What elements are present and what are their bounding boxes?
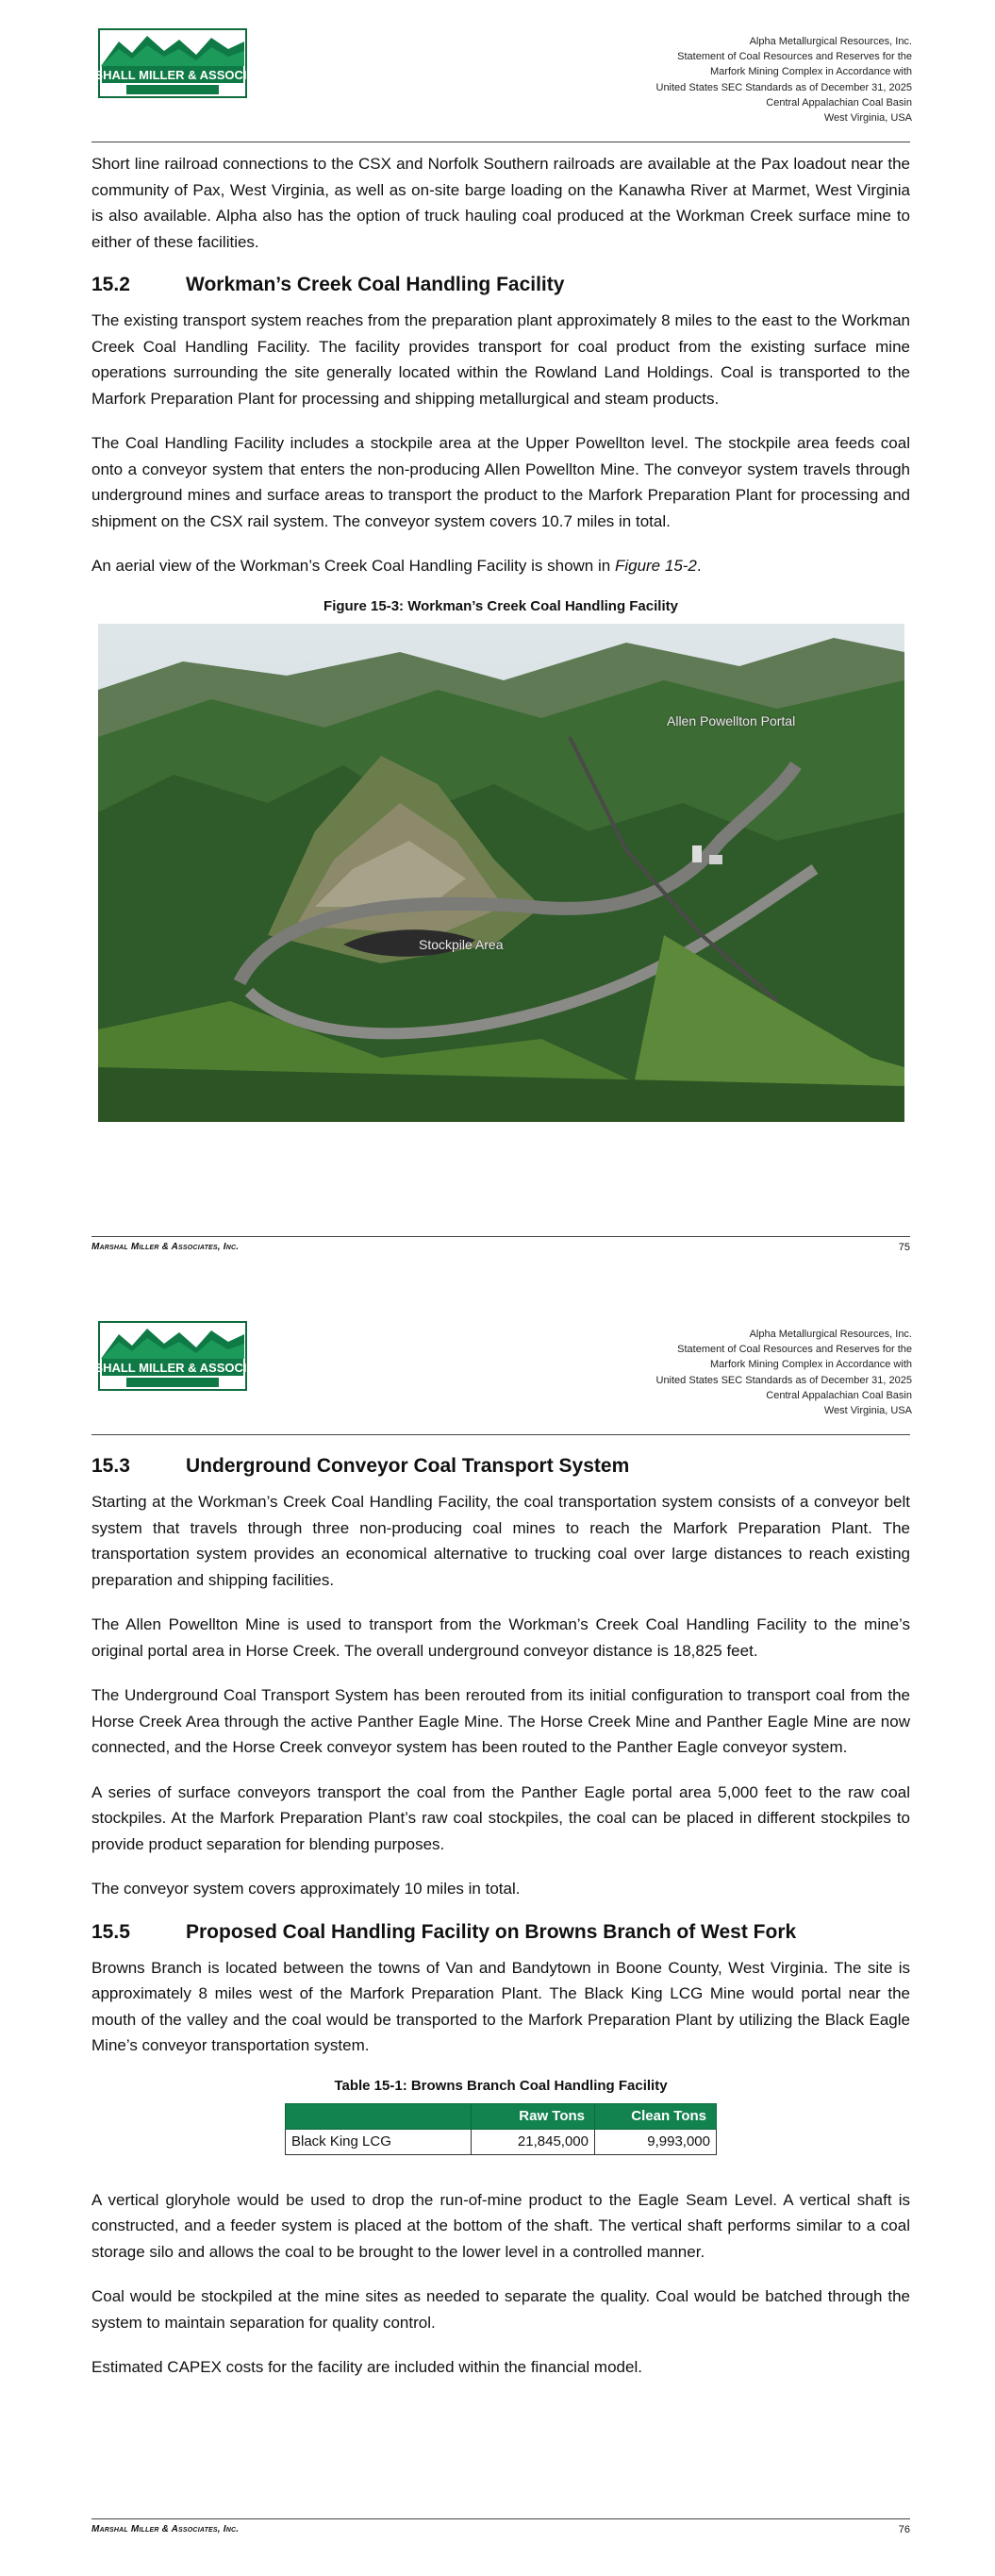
page-75-body [91, 151, 910, 1122]
table-cell-raw-tons: 21,845,000 [472, 2129, 595, 2154]
column-header [286, 2103, 472, 2129]
paragraph: A vertical gloryhole would be used to drop the run-of-mine product to the Eagle Seam Level. A vertical shaft is constructed, and a feeder system is placed at the bottom of the shaft. The vertical shaft performs similar to a coal storage silo and allows the coal to be brought to the lower level in a controlled manner. [91, 2190, 910, 2261]
header-line: Alpha Metallurgical Resources, Inc. [749, 36, 912, 47]
section-title: Proposed Coal Handling Facility on Browns Branch of West Fork [186, 1920, 797, 1943]
section-title: Workman’s Creek Coal Handling Facility [186, 274, 565, 295]
text: . [696, 557, 702, 575]
company-logo [66, 28, 279, 98]
section-number: 15.2 [91, 274, 130, 295]
paragraph: The conveyor system covers approximately 10 miles in total. [91, 1880, 521, 1898]
page-number: 76 [898, 2524, 910, 2535]
table-cell-name: Black King LCG [286, 2129, 472, 2154]
logo-text: MARSHALL MILLER & ASSOCIATES [66, 1361, 279, 1375]
table-row [286, 2129, 717, 2154]
header-line: United States SEC Standards as of December 31, 2025 [655, 1374, 912, 1386]
header-line: Central Appalachian Coal Basin [766, 1389, 912, 1401]
footer-divider [91, 1236, 910, 1237]
page-76-body [91, 1449, 910, 2400]
photo-label-stockpile: Stockpile Area [419, 936, 504, 952]
company-logo [66, 1321, 279, 1391]
table-header-row [286, 2103, 717, 2129]
aerial-photo-coal-facility [98, 624, 904, 1122]
section-number: 15.3 [91, 1455, 130, 1477]
logo-text: MARSHALL MILLER & ASSOCIATES [66, 68, 279, 82]
paragraph: The Coal Handling Facility includes a stockpile area at the Upper Powellton level. The stockpile area feeds coal onto a conveyor system that enters the non-producing Allen Powellton Mine. The conveyor system travels through underground mines and surface areas to transport the product to the Marfork Preparation Plant for processing and shipment on the CSX rail system. The conveyor system covers 10.7 miles in total. [91, 434, 910, 530]
paragraph: Browns Branch is located between the towns of Van and Bandytown in Boone County, West Virginia. The site is approximately 8 miles west of the Marfork Preparation Plant. The Black King LCG Mine would portal near the mouth of the valley and the coal would be transported to the Marfork Preparation Plant by utilizing the Black Eagle Mine’s conveyor transportation system. [91, 1958, 910, 2054]
browns-branch-table [285, 2103, 717, 2155]
report-header [656, 1327, 913, 1418]
table-cell-clean-tons: 9,993,000 [595, 2129, 717, 2154]
header-line: United States SEC Standards as of December 31, 2025 [655, 81, 912, 93]
page-76 [0, 1293, 995, 2576]
header-line: West Virginia, USA [823, 112, 912, 125]
header-divider [91, 1434, 910, 1435]
section-title: Underground Conveyor Coal Transport System [186, 1455, 630, 1477]
footer-company: Marshal Miller & Associates, Inc. [91, 1242, 240, 1252]
photo-label-portal: Allen Powellton Portal [667, 712, 796, 728]
table-container [91, 2103, 910, 2155]
intro-paragraph: Short line railroad connections to the CSX and Norfolk Southern railroads are available at the Pax loadout near the community of Pax, West Virginia, as well as on-site barge loading on the Kanawha River at Marmet, West Virginia is also available. Alpha also has the option of truck hauling coal produced at the Workman Creek surface mine to either of these facilities. [91, 155, 910, 251]
table-caption: Table 15-1: Browns Branch Coal Handling Facility [334, 2077, 668, 2094]
header-line: Statement of Coal Resources and Reserves for the [677, 51, 912, 63]
paragraph: A series of surface conveyors transport the coal from the Panther Eagle portal area 5,000 feet to the raw coal stockpiles. At the Marfork Preparation Plant’s raw coal stockpiles, the coal can be placed in different stockpiles to provide product separation for blending purposes. [91, 1782, 910, 1853]
paragraph: Starting at the Workman’s Creek Coal Handling Facility, the coal transportation system consists of a conveyor belt system that travels through three non-producing coal mines to reach the Marfork Preparation Plant. The transportation system provides an economical alternative to trucking coal over large distances to reach existing preparation and shipping facilities. [91, 1493, 910, 1589]
section-heading-15-2 [91, 274, 910, 296]
header-line: Alpha Metallurgical Resources, Inc. [749, 1329, 912, 1340]
header-line: Marfork Mining Complex in Accordance with [710, 1359, 912, 1371]
section-heading-15-3 [91, 1455, 910, 1478]
footer-company: Marshal Miller & Associates, Inc. [91, 2524, 240, 2534]
footer-divider [91, 2518, 910, 2519]
paragraph: The Allen Powellton Mine is used to transport from the Workman’s Creek Coal Handling Facility to the mine’s original portal area in Horse Creek. The overall underground conveyor distance is 18,825 feet. [91, 1615, 910, 1660]
column-header-clean-tons: Clean Tons [595, 2103, 717, 2129]
paragraph: The existing transport system reaches from the preparation plant approximately 8 miles to the east to the Workman Creek Coal Handling Facility. The facility provides transport for coal product from the existing surface mine operations surrounding the site generally located within the Rowland Land Holdings. Coal is transported to the Marfork Preparation Plant for processing and shipping metallurgical and steam products. [91, 311, 910, 408]
header-line: Central Appalachian Coal Basin [766, 96, 912, 109]
header-line: Statement of Coal Resources and Reserves for the [677, 1344, 912, 1356]
section-number: 15.5 [91, 1920, 130, 1943]
figure-reference: Figure 15-2 [614, 557, 697, 575]
paragraph: Coal would be stockpiled at the mine sites as needed to separate the quality. Coal would be batched through the system to maintain separation for quality control. [91, 2287, 910, 2332]
paragraph: Estimated CAPEX costs for the facility are included within the financial model. [91, 2358, 642, 2376]
figure-reference-paragraph [91, 553, 910, 579]
figure-caption: Figure 15-3: Workman’s Creek Coal Handling Facility [323, 597, 678, 614]
header-line: West Virginia, USA [823, 1405, 912, 1417]
text: An aerial view of the Workman’s Creek Coal Handling Facility is shown in [91, 557, 615, 575]
report-header [656, 34, 913, 125]
section-heading-15-5 [91, 1921, 910, 1944]
paragraph: The Underground Coal Transport System has been rerouted from its initial configuration to transport coal from the Horse Creek Area through the active Panther Eagle Mine. The Horse Creek Mine and Panther Eagle Mine are now connected, and the Horse Creek conveyor system has been routed to the Panther Eagle conveyor system. [91, 1686, 910, 1756]
header-line: Marfork Mining Complex in Accordance with [710, 66, 912, 78]
column-header-raw-tons: Raw Tons [472, 2103, 595, 2129]
page-number: 75 [898, 1242, 910, 1253]
